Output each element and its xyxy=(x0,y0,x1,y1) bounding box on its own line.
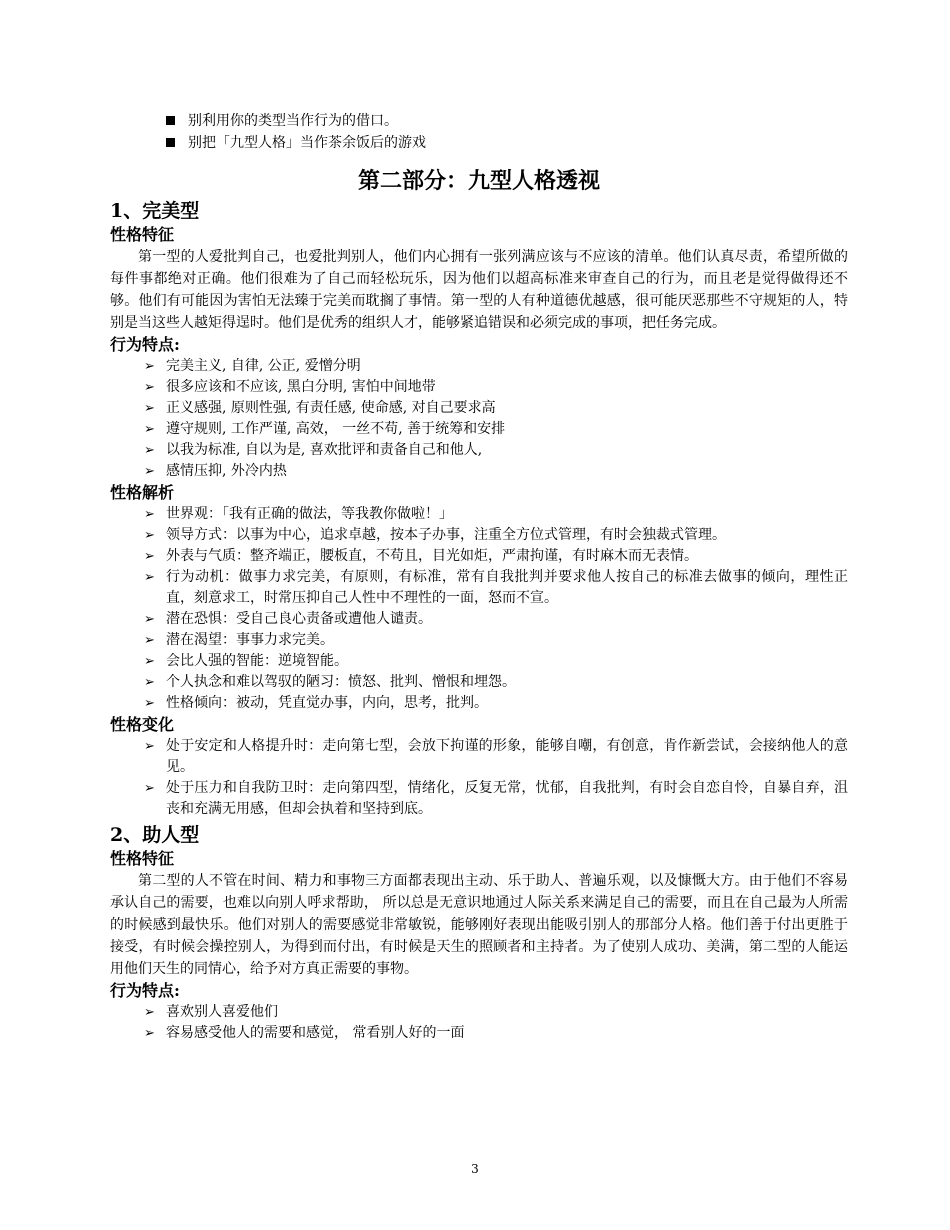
list-item: ➢ 行为动机：做事力求完美，有原则，有标准，常有自我批判并要求他人按自己的标准去做事的倾向，理性正直，刻意求工，时常压抑自己人性中不理性的一面，怒而不宣。 xyxy=(144,569,848,606)
traits-paragraph: 第二型的人不管在时间、精力和事物三方面都表现出主动、乐于助人、普遍乐观，以及慷慨大方。由于他们不容易承认自己的需要，也难以向别人呼求帮助， 所以总是无意识地通过人际关系来满足自己的需要，而且在自己最为人所需的时候感到最快乐。他们对别人的需要感觉非常敏锐，能够刚好表现出能吸引别人的那部分人格。他们善于付出更胜于接受，有时候会操控别人，为得到而付出，有时候是天生的照顾者和主持者。为了使别人成功、美满，第二型的人能运用他们天生的同情心，给予对方真正需要的事物。 xyxy=(110,873,848,977)
arrow-bullet-icon: ➢ xyxy=(144,359,155,374)
list-item: ➢ 处于压力和自我防卫时：走向第四型，情绪化，反复无常，忧郁，自我批判，有时会自恋自怜，自暴自弃，沮丧和充满无用感，但却会执着和坚持到底。 xyxy=(144,780,848,817)
list-item: ➢ 正义感强, 原则性强, 有责任感, 使命感, 对自己要求高 xyxy=(144,398,848,419)
change-list xyxy=(144,736,848,820)
page-number: 3 xyxy=(471,1162,479,1176)
list-item: ➢ 喜欢别人喜爱他们 xyxy=(144,1002,848,1023)
arrow-bullet-icon: ➢ xyxy=(144,1005,155,1020)
arrow-bullet-icon: ➢ xyxy=(144,1026,155,1041)
list-item: ➢ 世界观：「我有正确的做法，等我教你做啦！」 xyxy=(144,504,848,525)
analysis-list xyxy=(144,504,848,714)
analysis-heading: 性格解析 xyxy=(110,483,175,502)
list-item: 别利用你的类型当作行为的借口。 xyxy=(166,110,848,132)
list-item: ➢ 个人执念和难以驾驭的陋习：愤怒、批判、憎恨和埋怨。 xyxy=(144,672,848,693)
arrow-bullet-icon: ➢ xyxy=(144,675,155,690)
arrow-bullet-icon: ➢ xyxy=(144,401,155,416)
list-item: ➢ 容易感受他人的需要和感觉， 常看别人好的一面 xyxy=(144,1023,848,1044)
list-item: ➢ 完美主义, 自律, 公正, 爱憎分明 xyxy=(144,356,848,377)
traits-heading: 性格特征 xyxy=(110,225,175,244)
section-title-type2: 2、助人型 xyxy=(110,824,200,846)
list-item: ➢ 很多应该和不应该, 黑白分明, 害怕中间地带 xyxy=(144,377,848,398)
arrow-bullet-icon: ➢ xyxy=(144,633,155,648)
arrow-bullet-icon: ➢ xyxy=(144,570,155,585)
list-item: ➢ 遵守规则, 工作严谨, 高效， 一丝不苟, 善于统筹和安排 xyxy=(144,419,848,440)
list-item: ➢ 性格倾向：被动，凭直觉办事，内向，思考，批判。 xyxy=(144,693,848,714)
arrow-bullet-icon: ➢ xyxy=(144,422,155,437)
arrow-bullet-icon: ➢ xyxy=(144,781,155,796)
square-bullet-icon xyxy=(166,138,175,147)
list-item: ➢ 感情压抑, 外冷内热 xyxy=(144,461,848,482)
arrow-bullet-icon: ➢ xyxy=(144,464,155,479)
behavior-heading: 行为特点: xyxy=(110,335,180,354)
arrow-bullet-icon: ➢ xyxy=(144,739,155,754)
list-item: ➢ 处于安定和人格提升时：走向第七型，会放下拘谨的形象，能够自嘲，有创意，肯作新尝试，会接纳他人的意见。 xyxy=(144,738,848,775)
traits-paragraph: 第一型的人爱批判自己，也爱批判别人，他们内心拥有一张列满应该与不应该的清单。他们认真尽责，希望所做的每件事都绝对正确。他们很难为了自己而轻松玩乐，因为他们以超高标准来审查自己的行为，而且老是觉得做得还不够。他们有可能因为害怕无法臻于完美而耽搁了事情。第一型的人有种道德优越感，很可能厌恶那些不守规矩的人，特别是当这些人越矩得逞时。他们是优秀的组织人才，能够紧追错误和必须完成的事项，把任务完成。 xyxy=(110,249,848,331)
square-bullet-icon xyxy=(166,116,175,125)
change-heading: 性格变化 xyxy=(110,715,175,734)
arrow-bullet-icon: ➢ xyxy=(144,696,155,711)
list-item: ➢ 会比人强的智能：逆境智能。 xyxy=(144,651,848,672)
list-item: ➢ 以我为标准, 自以为是, 喜欢批评和责备自己和他人, xyxy=(144,440,848,461)
arrow-bullet-icon: ➢ xyxy=(144,380,155,395)
page-content xyxy=(110,110,848,1044)
arrow-bullet-icon: ➢ xyxy=(144,507,155,522)
list-item: ➢ 外表与气质：整齐端正，腰板直，不苟且，目光如炬，严肃拘谨，有时麻木而无表情。 xyxy=(144,546,848,567)
arrow-bullet-icon: ➢ xyxy=(144,528,155,543)
arrow-bullet-icon: ➢ xyxy=(144,443,155,458)
top-bullet-list xyxy=(166,110,848,154)
section-title-type1: 1、完美型 xyxy=(110,200,200,222)
behavior-heading: 行为特点: xyxy=(110,981,180,1000)
list-item: ➢ 领导方式：以事为中心，追求卓越，按本子办事，注重全方位式管理，有时会独裁式管理。 xyxy=(144,525,848,546)
behavior-list xyxy=(144,1002,848,1044)
list-item: 别把「九型人格」当作茶余饭后的游戏 xyxy=(166,132,848,154)
list-item: ➢ 潜在渴望：事事力求完美。 xyxy=(144,630,848,651)
arrow-bullet-icon: ➢ xyxy=(144,612,155,627)
behavior-list xyxy=(144,356,848,482)
list-item: ➢ 潜在恐惧：受自己良心责备或遭他人谴责。 xyxy=(144,609,848,630)
part-title: 第二部分：九型人格透视 xyxy=(357,168,600,194)
arrow-bullet-icon: ➢ xyxy=(144,654,155,669)
arrow-bullet-icon: ➢ xyxy=(144,549,155,564)
traits-heading: 性格特征 xyxy=(110,849,175,868)
